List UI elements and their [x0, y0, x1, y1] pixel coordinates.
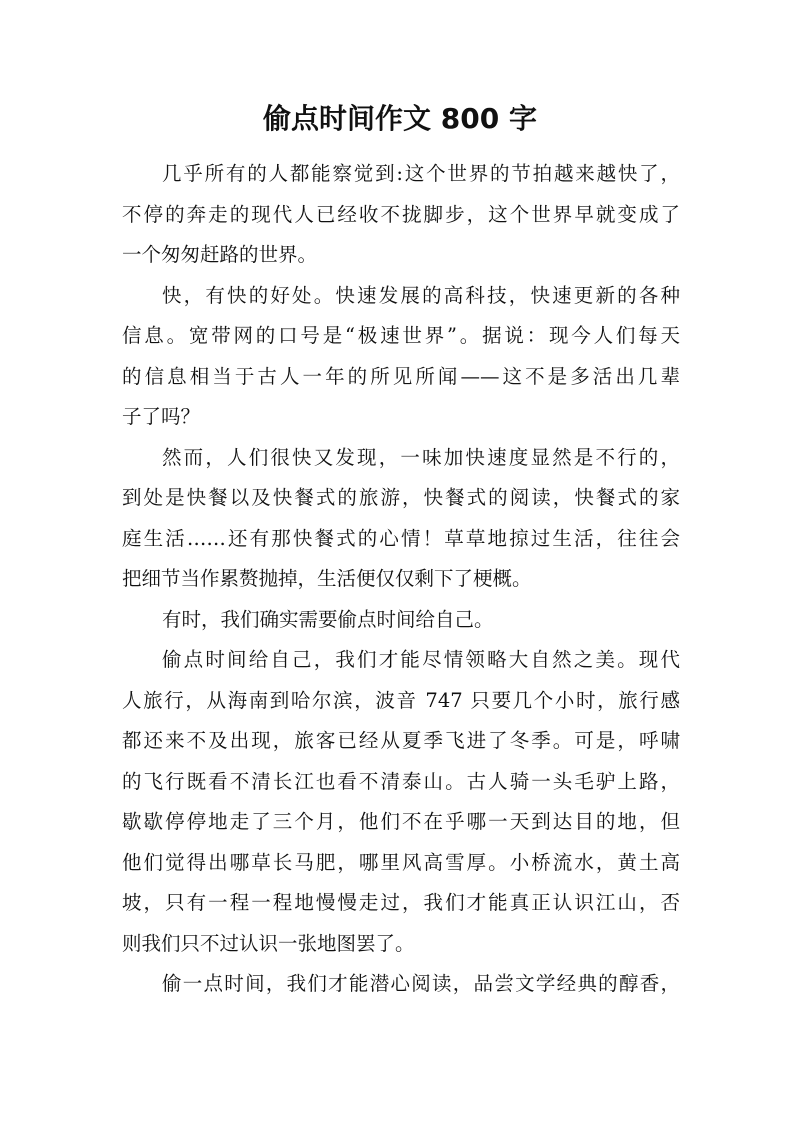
paragraph-line: 则我们只不过认识一张地图罢了。	[122, 931, 415, 955]
paragraph-line: 把细节当作累赘抛掉，生活便仅仅剩下了梗概。	[122, 567, 532, 590]
paragraph-line: 都还来不及出现，旅客已经从夏季飞进了冬季。可是，呼啸	[122, 729, 680, 752]
paragraph-line: 到处是快餐以及快餐式的旅游，快餐式的阅读，快餐式的家	[122, 486, 680, 509]
paragraph-line: 偷一点时间，我们才能潜心阅读，品尝文学经典的醇香，	[162, 972, 680, 995]
paragraph-6	[122, 964, 680, 1005]
paragraph-line: 然而，人们很快又发现，一味加快速度显然是不行的，	[162, 445, 680, 469]
document-title: 偷点时间作文 800 字	[263, 102, 537, 135]
paragraph-line: 庭生活……还有那快餐式的心情！草草地掠过生活，往往会	[122, 526, 680, 550]
paragraph-1	[122, 154, 680, 276]
paragraph-5	[122, 640, 680, 964]
paragraph-line: 的飞行既看不清长江也看不清泰山。古人骑一头毛驴上路，	[122, 769, 680, 793]
paragraph-line: 信息。宽带网的口号是“极速世界”。据说：现今人们每天	[122, 324, 680, 347]
paragraph-line: 子了吗？	[122, 405, 201, 428]
paragraph-line: 快，有快的好处。快速发展的高科技，快速更新的各种	[162, 283, 680, 307]
paragraph-line: 有时，我们确实需要偷点时间给自己。	[162, 607, 494, 631]
paragraph-line: 不停的奔走的现代人已经收不拢脚步，这个世界早就变成了	[122, 202, 680, 226]
paragraph-4	[122, 600, 680, 641]
paragraph-3	[122, 438, 680, 600]
paragraph-2	[122, 276, 680, 438]
paragraph-line: 坡，只有一程一程地慢慢走过，我们才能真正认识江山，否	[122, 891, 680, 914]
paragraph-line: 一个匆匆赶路的世界。	[122, 243, 318, 266]
paragraph-line: 几乎所有的人都能察觉到:这个世界的节拍越来越快了，	[162, 162, 680, 185]
paragraph-line: 偷点时间给自己，我们才能尽情领略大自然之美。现代	[162, 648, 680, 671]
document-body	[122, 154, 680, 1005]
paragraph-line: 的信息相当于古人一年的所见所闻——这不是多活出几辈	[122, 364, 680, 388]
paragraph-line: 他们觉得出哪草长马肥，哪里风高雪厚。小桥流水，黄土高	[122, 850, 680, 874]
paragraph-line: 人旅行，从海南到哈尔滨，波音 747 只要几个小时，旅行感	[122, 688, 680, 712]
paragraph-line: 歇歇停停地走了三个月，他们不在乎哪一天到达目的地，但	[122, 810, 680, 833]
